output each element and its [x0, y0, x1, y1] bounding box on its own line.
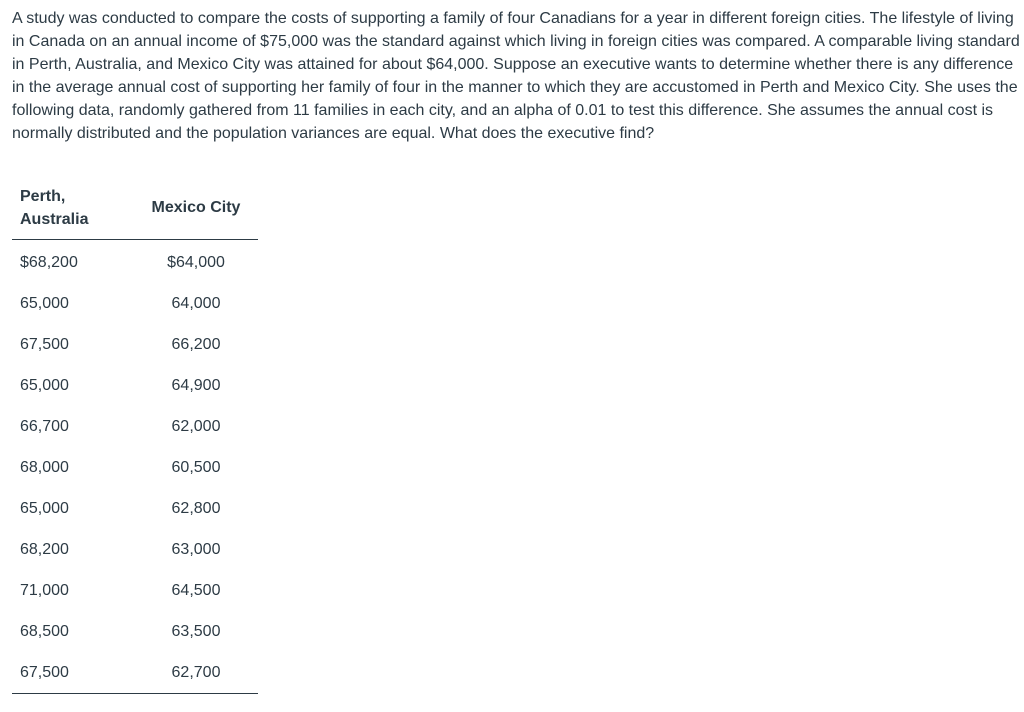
mexico-cost-cell: 66,200 [171, 335, 221, 353]
table-row [12, 488, 258, 529]
mexico-cost-cell: 63,500 [171, 622, 221, 640]
mexico-cost-cell: 62,800 [171, 499, 221, 517]
cost-data-table [12, 176, 258, 694]
perth-cost-cell: 65,000 [20, 294, 69, 312]
table-row [12, 447, 258, 488]
table-row [12, 611, 258, 652]
table-row [12, 570, 258, 611]
mexico-cost-cell: 64,500 [171, 581, 221, 599]
table-body [12, 240, 258, 694]
mexico-cost-cell: 64,900 [171, 376, 221, 394]
table-row [12, 529, 258, 570]
header-mexico-city: Mexico City [134, 176, 258, 240]
table-row [12, 652, 258, 694]
mexico-cost-cell: 62,000 [171, 417, 221, 435]
perth-cost-cell: 71,000 [20, 581, 69, 599]
header-perth-line2: Australia [20, 210, 89, 228]
header-perth-australia [12, 176, 134, 240]
perth-cost-cell: $68,200 [20, 253, 78, 271]
mexico-cost-cell: 64,000 [171, 294, 221, 312]
mexico-cost-cell: 60,500 [171, 458, 221, 476]
mexico-cost-cell: 62,700 [134, 652, 258, 694]
mexico-cost-cell: 63,000 [171, 540, 221, 558]
table-row [12, 406, 258, 447]
perth-cost-cell: 68,200 [20, 540, 69, 558]
perth-cost-cell: 65,000 [20, 499, 69, 517]
table-row [12, 240, 258, 284]
mexico-cost-cell: $64,000 [167, 253, 225, 271]
table-header-row [12, 176, 258, 240]
perth-cost-cell: 68,500 [20, 622, 69, 640]
table-row [12, 324, 258, 365]
perth-cost-cell: 67,500 [12, 652, 134, 694]
perth-cost-cell: 67,500 [20, 335, 69, 353]
perth-cost-cell: 65,000 [20, 376, 69, 394]
header-perth-line1: Perth, [20, 187, 66, 205]
perth-cost-cell: 66,700 [20, 417, 69, 435]
table-row [12, 365, 258, 406]
perth-cost-cell: 68,000 [20, 458, 69, 476]
table-row [12, 283, 258, 324]
question-text: A study was conducted to compare the costs of supporting a family of four Canadians for a year in different foreign cities. The lifestyle of living in Canada on an annual income of $75,000 was the standard against which living in foreign cities was compared. A comparable living standard in Perth, Australia, and Mexico City was attained for about $64,000. Suppose an executive wants to determine whether there is any difference in the average annual cost of supporting her family of four in the manner to which they are accustomed in Perth and Mexico City. She uses the following data, randomly gathered from 11 families in each city, and an alpha of 0.01 to test this difference. She assumes the annual cost is normally distributed and the population variances are equal. What does the executive find? [12, 10, 1020, 142]
